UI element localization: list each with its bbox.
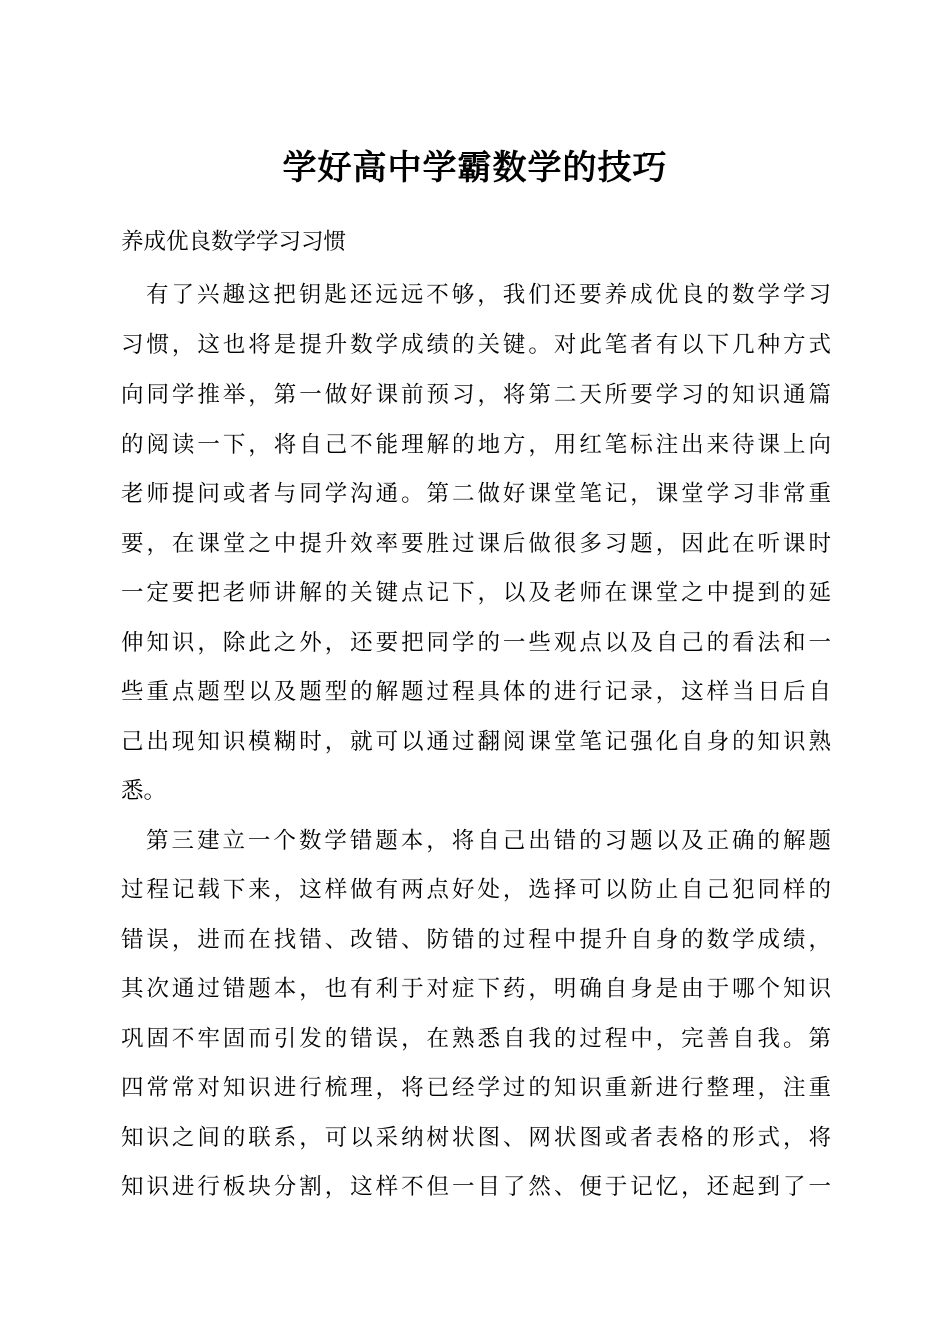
paragraph-line: 第三建立一个数学错题本，将自己出错的习题以及正确的解题 xyxy=(146,828,831,854)
paragraph-line: 巩固不牢固而引发的错误，在熟悉自我的过程中，完善自我。第 xyxy=(121,1026,831,1052)
paragraph-line: 其次通过错题本，也有利于对症下药，明确自身是由于哪个知识 xyxy=(121,976,831,1002)
paragraph-line: 四常常对知识进行梳理，将已经学过的知识重新进行整理，注重 xyxy=(121,1075,831,1101)
paragraph-line: 要，在课堂之中提升效率要胜过课后做很多习题，因此在听课时 xyxy=(121,531,831,557)
paragraph-line: 有了兴趣这把钥匙还远远不够，我们还要养成优良的数学学习 xyxy=(146,282,831,308)
paragraph-line: 己出现知识模糊时，就可以通过翻阅课堂笔记强化自身的知识熟 xyxy=(121,729,831,755)
document-title: 学好高中学霸数学的技巧 xyxy=(282,148,668,188)
paragraph-line: 过程记载下来，这样做有两点好处，选择可以防止自己犯同样的 xyxy=(121,877,831,903)
paragraph-line: 伸知识，除此之外，还要把同学的一些观点以及自己的看法和一 xyxy=(121,630,831,656)
paragraph-line: 老师提问或者与同学沟通。第二做好课堂笔记，课堂学习非常重 xyxy=(121,481,831,507)
paragraph-line: 向同学推举，第一做好课前预习，将第二天所要学习的知识通篇 xyxy=(121,382,831,408)
paragraph-line: 习惯，这也将是提升数学成绩的关键。对此笔者有以下几种方式 xyxy=(121,332,831,358)
section-heading: 养成优良数学学习习惯 xyxy=(121,229,347,255)
paragraph-line: 的阅读一下，将自己不能理解的地方，用红笔标注出来待课上向 xyxy=(121,432,831,458)
paragraph-line: 一定要把老师讲解的关键点记下，以及老师在课堂之中提到的延 xyxy=(121,580,831,606)
paragraph-line: 些重点题型以及题型的解题过程具体的进行记录，这样当日后自 xyxy=(121,679,831,705)
paragraph-line: 知识之间的联系，可以采纳树状图、网状图或者表格的形式，将 xyxy=(121,1125,831,1151)
paragraph-line: 知识进行板块分割，这样不但一目了然、便于记忆，还起到了一 xyxy=(121,1174,831,1200)
paragraph-line: 错误，进而在找错、改错、防错的过程中提升自身的数学成绩， xyxy=(121,927,831,953)
paragraph-line: 悉。 xyxy=(121,778,167,804)
